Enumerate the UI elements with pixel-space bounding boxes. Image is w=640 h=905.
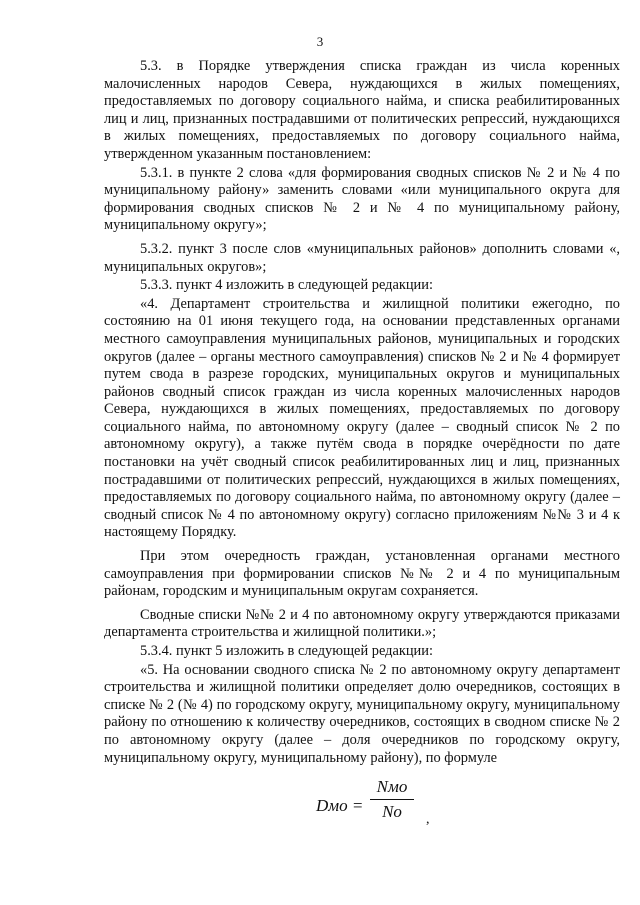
- formula-denominator: Nо: [382, 802, 402, 821]
- paragraph-5-3-2: 5.3.2. пункт 3 после слов «муниципальных районов» дополнить словами «, муниципальных округов»;: [104, 240, 620, 275]
- formula: [312, 776, 442, 836]
- paragraph-5-3-3: 5.3.3. пункт 4 изложить в следующей редакции:: [140, 277, 433, 294]
- document-body: [104, 58, 620, 767]
- paragraph-point-5: «5. На основании сводного списка № 2 по автономному округу департамент строительства и жилищной политики определяет долю очередников, состоящих в списке № 2 (№ 4) по городскому округу, муниципальному округу, муниципальному району по отношению к количеству очередников, состоящих в сводном списке № 2 по автономному округу (далее – доля очередников по городскому округу, муниципальному округу, муниципальному району), по формуле: [104, 661, 620, 766]
- paragraph-5-3-4: 5.3.4. пункт 5 изложить в следующей редакции:: [140, 643, 433, 659]
- paragraph-5-3: 5.3. в Порядке утверждения списка граждан из числа коренных малочисленных народов Севера, нуждающихся в жилых помещениях, предоставляемых по договору социального найма, и списка реабилитированных лиц и лиц, признанных пострадавшими от политических репрессий, нуждающихся в жилых помещениях, предоставляемых по договору социального найма, утвержденном указанным постановлением:: [104, 58, 620, 162]
- paragraph-5-3-1: 5.3.1. в пункте 2 слова «для формирования сводных списков № 2 и № 4 по муниципальному району» заменить словами «или муниципального округа для формирования сводных списков № 2 и № 4 по муниципальному району, муниципальному округу»;: [104, 164, 620, 234]
- paragraph-summary-lists: Сводные списки №№ 2 и 4 по автономному округу утверждаются приказами департамента строительства и жилищной политики.»;: [104, 606, 620, 641]
- paragraph-point-4: «4. Департамент строительства и жилищной политики ежегодно, по состоянию на 01 июня текущего года, на основании представленных органами местного самоуправления муниципальных районов, муниципальных и городских округов (далее – органы местного самоуправления) списков № 2 и № 4 формирует путем свода в разрезе городских, муниципальных округов и муниципальных районов сводный список граждан из числа коренных малочисленных народов Севера, нуждающихся в жилых помещениях, предоставляемых по договору социального найма, по автономному округу (далее – сводный список № 2 по автономному округу), а также путём свода в порядке очерёдности по дате постановки на учёт сводный список реабилитированных лиц и лиц, признанных пострадавшими от политических репрессий, нуждающихся в жилых помещениях, предоставляемых по договору социального найма, по автономному округу (далее – сводный список № 4 по автономному округу) согласно приложениям №№ 3 и 4 к настоящему Порядку.: [104, 295, 620, 541]
- page-number: 3: [316, 34, 324, 49]
- formula-numerator: Nмо: [376, 777, 408, 796]
- formula-trailing-comma: ,: [426, 812, 430, 827]
- fraction-bar: [370, 799, 414, 800]
- formula-fraction: [370, 776, 414, 823]
- formula-lhs: Dмо =: [316, 796, 364, 815]
- paragraph-order-preserved: При этом очередность граждан, установленная органами местного самоуправления при формировании списков №№ 2 и 4 по муниципальным районам, городским и муниципальным округам сохраняется.: [104, 548, 620, 600]
